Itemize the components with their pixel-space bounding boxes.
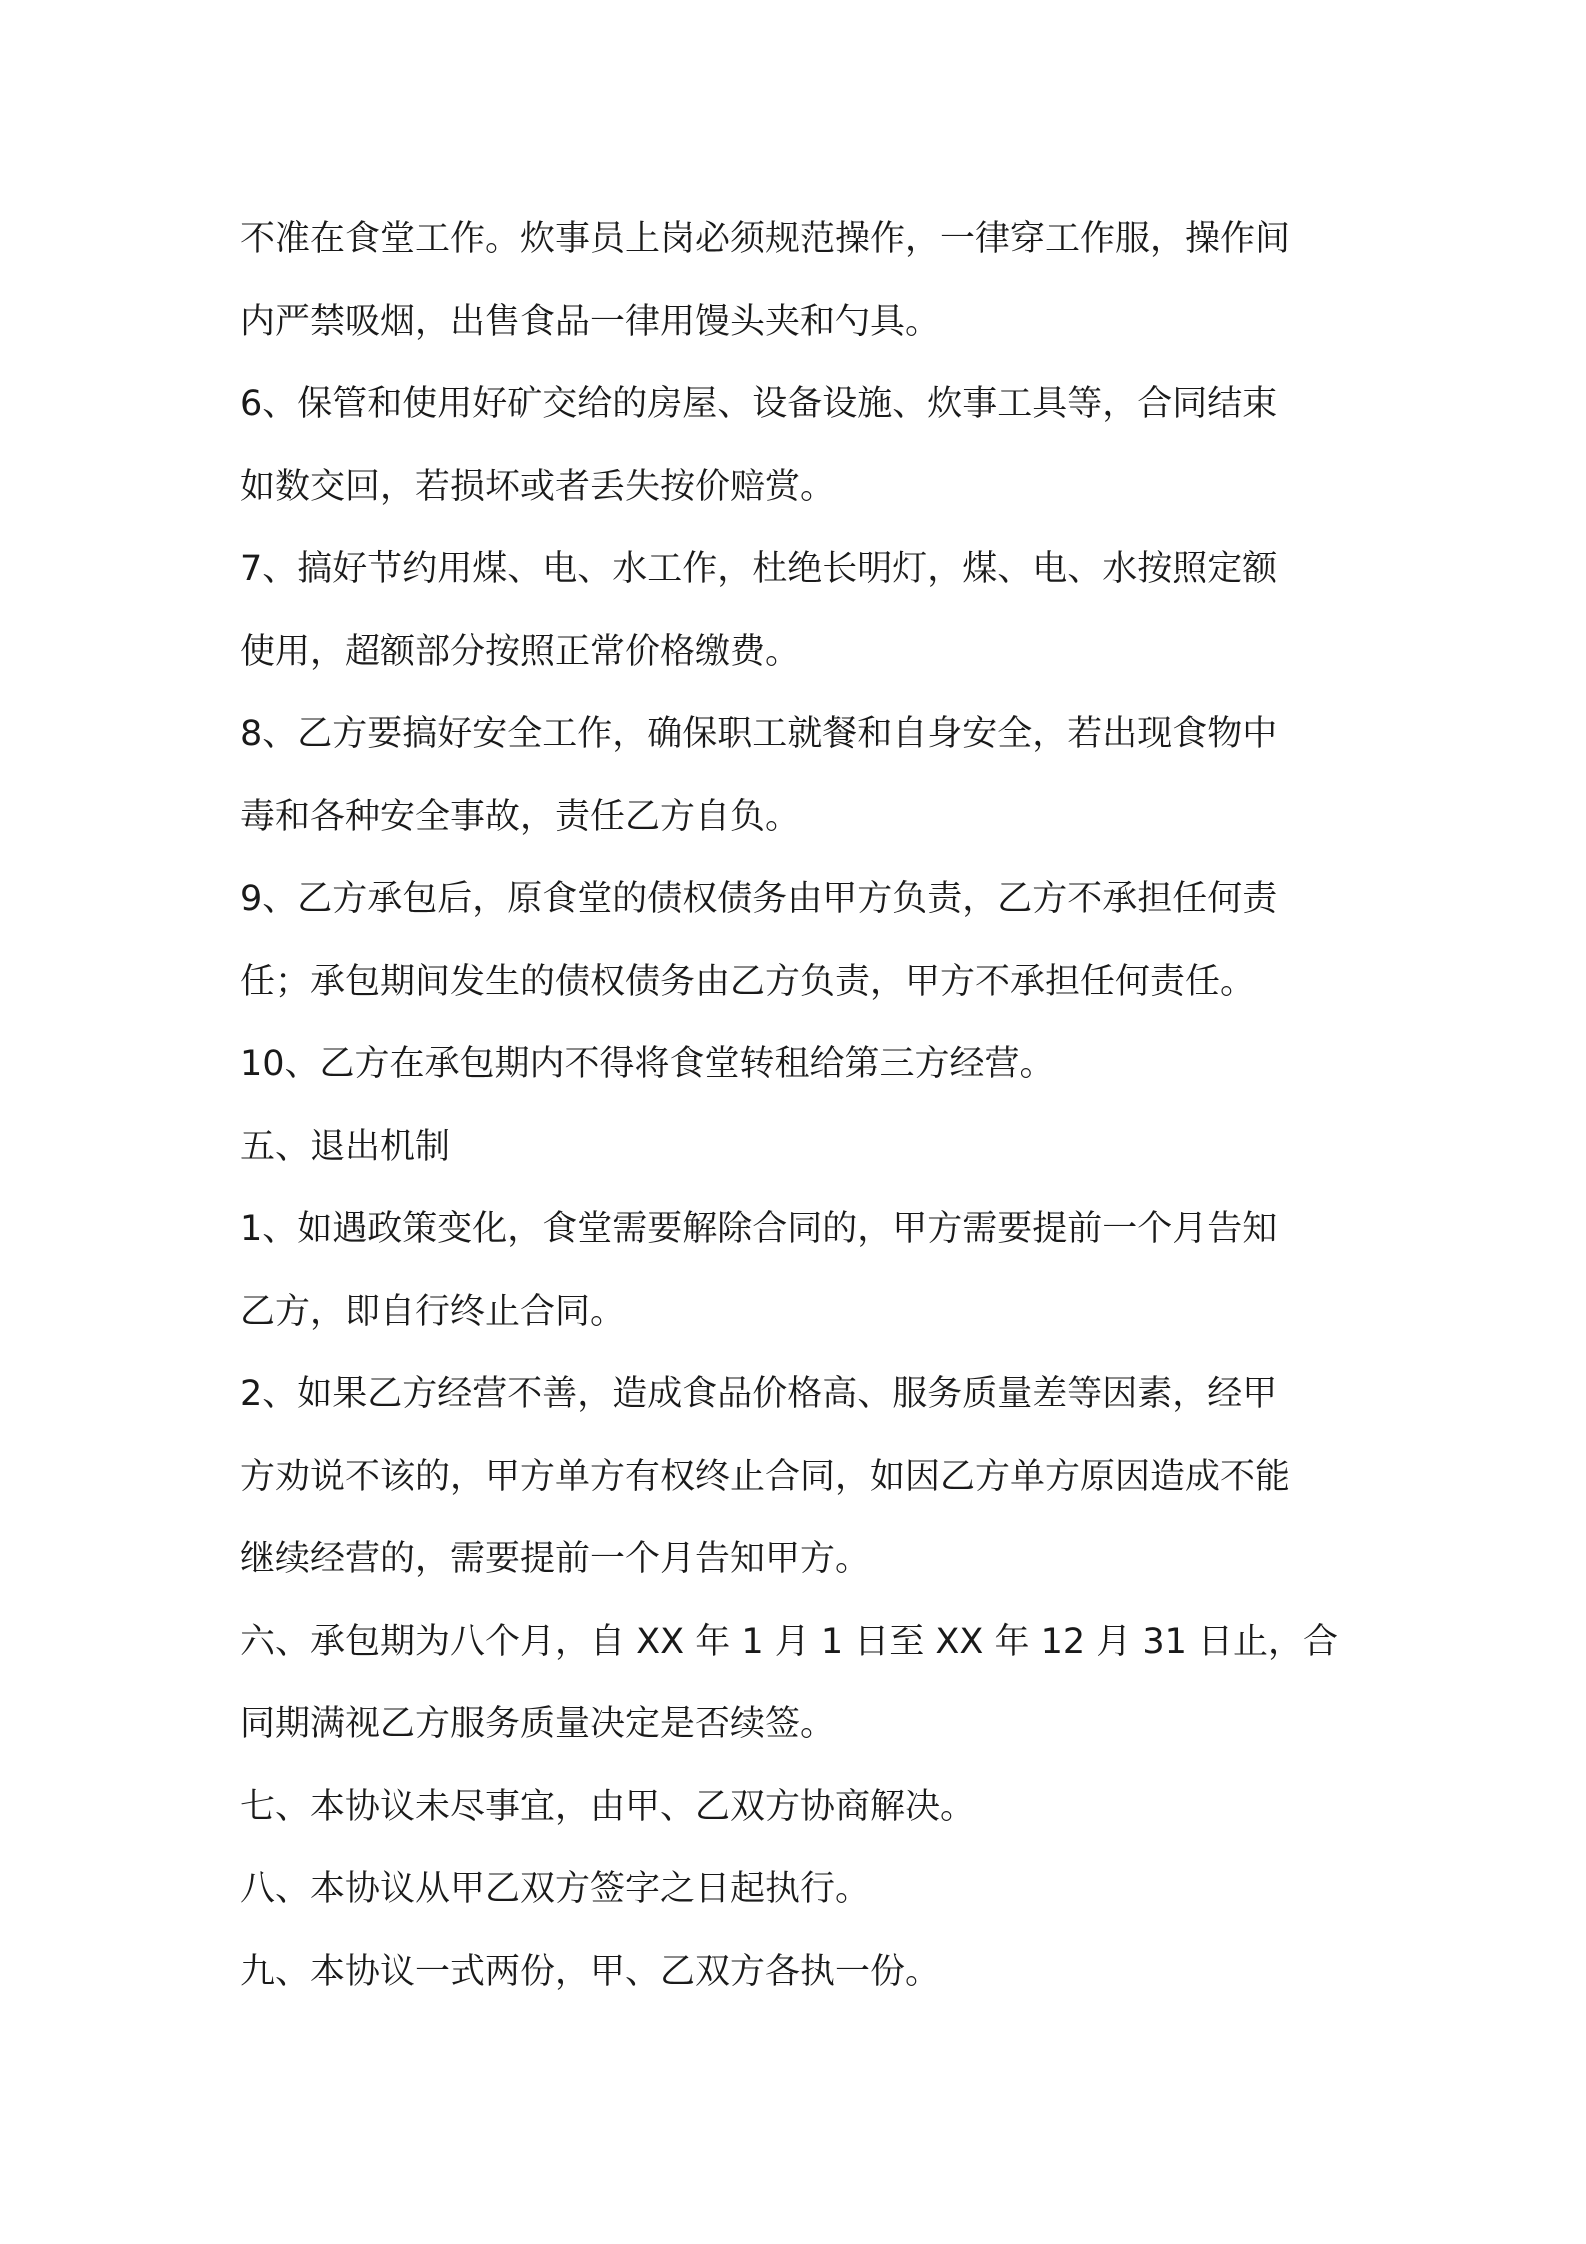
text-line: 毒和各种安全事故，责任乙方自负。 bbox=[240, 796, 801, 837]
text-line: 1、如遇政策变化，食堂需要解除合同的，甲方需要提前一个月告知 bbox=[240, 1209, 1278, 1249]
text-line: 七、本协议未尽事宜，由甲、乙双方协商解决。 bbox=[240, 1786, 976, 1827]
text-line: 内严禁吸烟，出售食品一律用馒头夹和勺具。 bbox=[240, 301, 941, 342]
text-line: 2、如果乙方经营不善，造成食品价格高、服务质量差等因素，经甲 bbox=[240, 1374, 1278, 1414]
text-line: 方劝说不该的，甲方单方有权终止合同，如因乙方单方原因造成不能 bbox=[240, 1456, 1291, 1497]
document-body bbox=[240, 198, 1360, 2013]
text-line: 九、本协议一式两份，甲、乙双方各执一份。 bbox=[240, 1951, 941, 1992]
text-line: 6、保管和使用好矿交给的房屋、设备设施、炊事工具等，合同结束 bbox=[240, 384, 1278, 424]
text-line: 不准在食堂工作。炊事员上岗必须规范操作，一律穿工作服，操作间 bbox=[240, 219, 1291, 259]
text-line: 9、乙方承包后，原食堂的债权债务由甲方负责，乙方不承担任何责 bbox=[240, 879, 1278, 919]
text-line: 7、搞好节约用煤、电、水工作，杜绝长明灯，煤、电、水按照定额 bbox=[240, 549, 1278, 589]
text-line: 乙方，即自行终止合同。 bbox=[240, 1291, 626, 1332]
text-line: 任；承包期间发生的债权债务由乙方负责，甲方不承担任何责任。 bbox=[240, 961, 1256, 1002]
text-line: 如数交回，若损坏或者丢失按价赔赏。 bbox=[240, 466, 836, 507]
text-line: 10、乙方在承包期内不得将食堂转租给第三方经营。 bbox=[240, 1044, 1055, 1084]
text-line: 使用，超额部分按照正常价格缴费。 bbox=[240, 631, 801, 672]
section-heading: 五、退出机制 bbox=[240, 1126, 451, 1167]
text-line: 同期满视乙方服务质量决定是否续签。 bbox=[240, 1704, 836, 1744]
text-line: 8、乙方要搞好安全工作，确保职工就餐和自身安全，若出现食物中 bbox=[240, 714, 1278, 754]
text-line: 继续经营的，需要提前一个月告知甲方。 bbox=[240, 1539, 871, 1579]
text-line: 八、本协议从甲乙双方签字之日起执行。 bbox=[240, 1869, 871, 1909]
text-line: 六、承包期为八个月，自 XX 年 1 月 1 日至 XX 年 12 月 31 日止，合 bbox=[240, 1621, 1339, 1662]
